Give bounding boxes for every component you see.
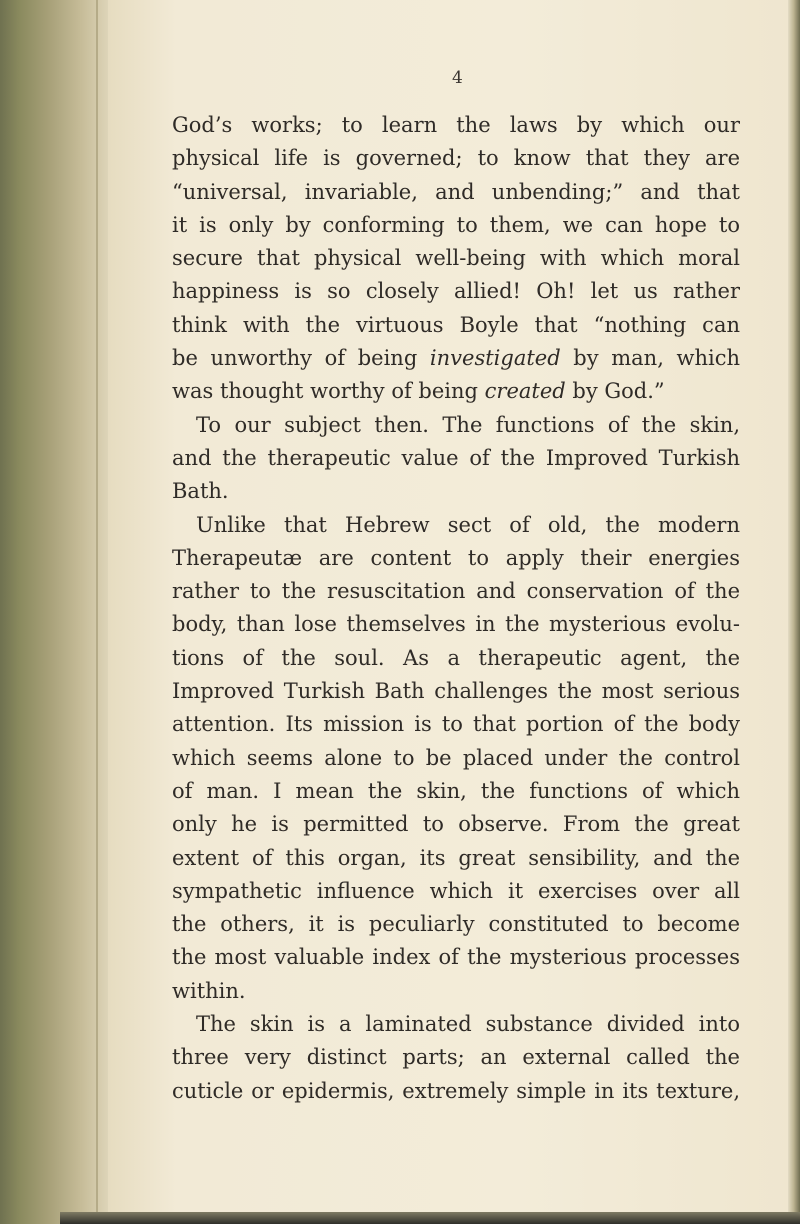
text-line [172,442,740,475]
italic-text: created [484,379,566,404]
text-segment: sympathetic influence which it exercises over all [172,878,740,903]
text-line [172,409,740,442]
text-segment: extent of this organ, its great sensibility, and the [172,845,740,870]
text-line [172,908,740,941]
text-segment: To our subject then. The functions of the skin, [196,412,740,437]
text-line [172,475,740,508]
text-segment: the most valuable index of the mysterious processes [172,945,740,970]
text-segment: and the therapeutic value of the Improved Turkish [172,445,740,470]
book-gutter-left [0,0,108,1224]
text-line [172,342,740,375]
text-line [172,109,740,142]
text-line [172,275,740,308]
page-edge-right [788,0,800,1224]
text-segment: tions of the soul. As a therapeutic agent, the [172,645,740,670]
text-line [172,1075,740,1108]
text-segment: think with the virtuous Boyle that “nothing can [172,312,740,337]
page-number: 4 [452,68,463,88]
text-line [172,875,740,908]
gutter-shadow-line [96,0,98,1224]
text-line [172,309,740,342]
text-line [172,176,740,209]
text-segment: cuticle or epidermis, extremely simple in its texture, [172,1078,740,1103]
text-segment: which seems alone to be placed under the control [172,745,740,770]
text-segment: by God.” [565,379,665,404]
text-line [172,642,740,675]
text-segment: The skin is a laminated substance divided into [196,1012,740,1037]
text-segment: Bath. [172,479,229,504]
text-line [172,975,740,1008]
text-segment: the others, it is peculiarly constituted to become [172,912,740,937]
text-line [172,509,740,542]
text-segment: physical life is governed; to know that they are [172,146,740,171]
text-segment: Unlike that Hebrew sect of old, the modern [196,512,740,537]
text-segment: three very distinct parts; an external called the [172,1045,740,1070]
text-line [172,375,740,408]
text-line [172,742,740,775]
text-segment: only he is permitted to observe. From the great [172,812,740,837]
text-segment: be unworthy of being [172,346,430,371]
text-segment: by man, which [560,346,740,371]
text-line [172,1008,740,1041]
text-segment: secure that physical well-being with which moral [172,246,740,271]
text-segment: it is only by conforming to them, we can hope to [172,212,740,237]
text-line [172,775,740,808]
text-segment: rather to the resuscitation and conservation of the [172,579,740,604]
text-line [172,608,740,641]
text-line [172,675,740,708]
text-line [172,842,740,875]
text-segment: “universal, invariable, and unbending;” and that [172,179,740,204]
text-segment: within. [172,978,246,1003]
text-line [172,1041,740,1074]
text-line [172,941,740,974]
text-segment: was thought worthy of being [172,379,485,404]
text-line [172,142,740,175]
text-line [172,242,740,275]
page-edge-bottom [60,1212,800,1224]
text-segment: Improved Turkish Bath challenges the most serious [172,679,740,704]
text-line [172,808,740,841]
text-line [172,209,740,242]
text-segment: body, than lose themselves in the mysterious evolu- [172,612,740,637]
text-segment: God’s works; to learn the laws by which our [172,113,740,137]
text-line [172,575,740,608]
text-segment: happiness is so closely allied! Oh! let us rather [172,279,740,304]
text-segment: attention. Its mission is to that portion of the body [172,712,740,737]
text-line [172,542,740,575]
italic-text: investigated [429,346,561,371]
text-segment: Therapeutæ are content to apply their energies [172,545,740,570]
text-line [172,708,740,741]
body-text [172,109,740,1108]
text-segment: of man. I mean the skin, the functions of which [172,778,740,803]
